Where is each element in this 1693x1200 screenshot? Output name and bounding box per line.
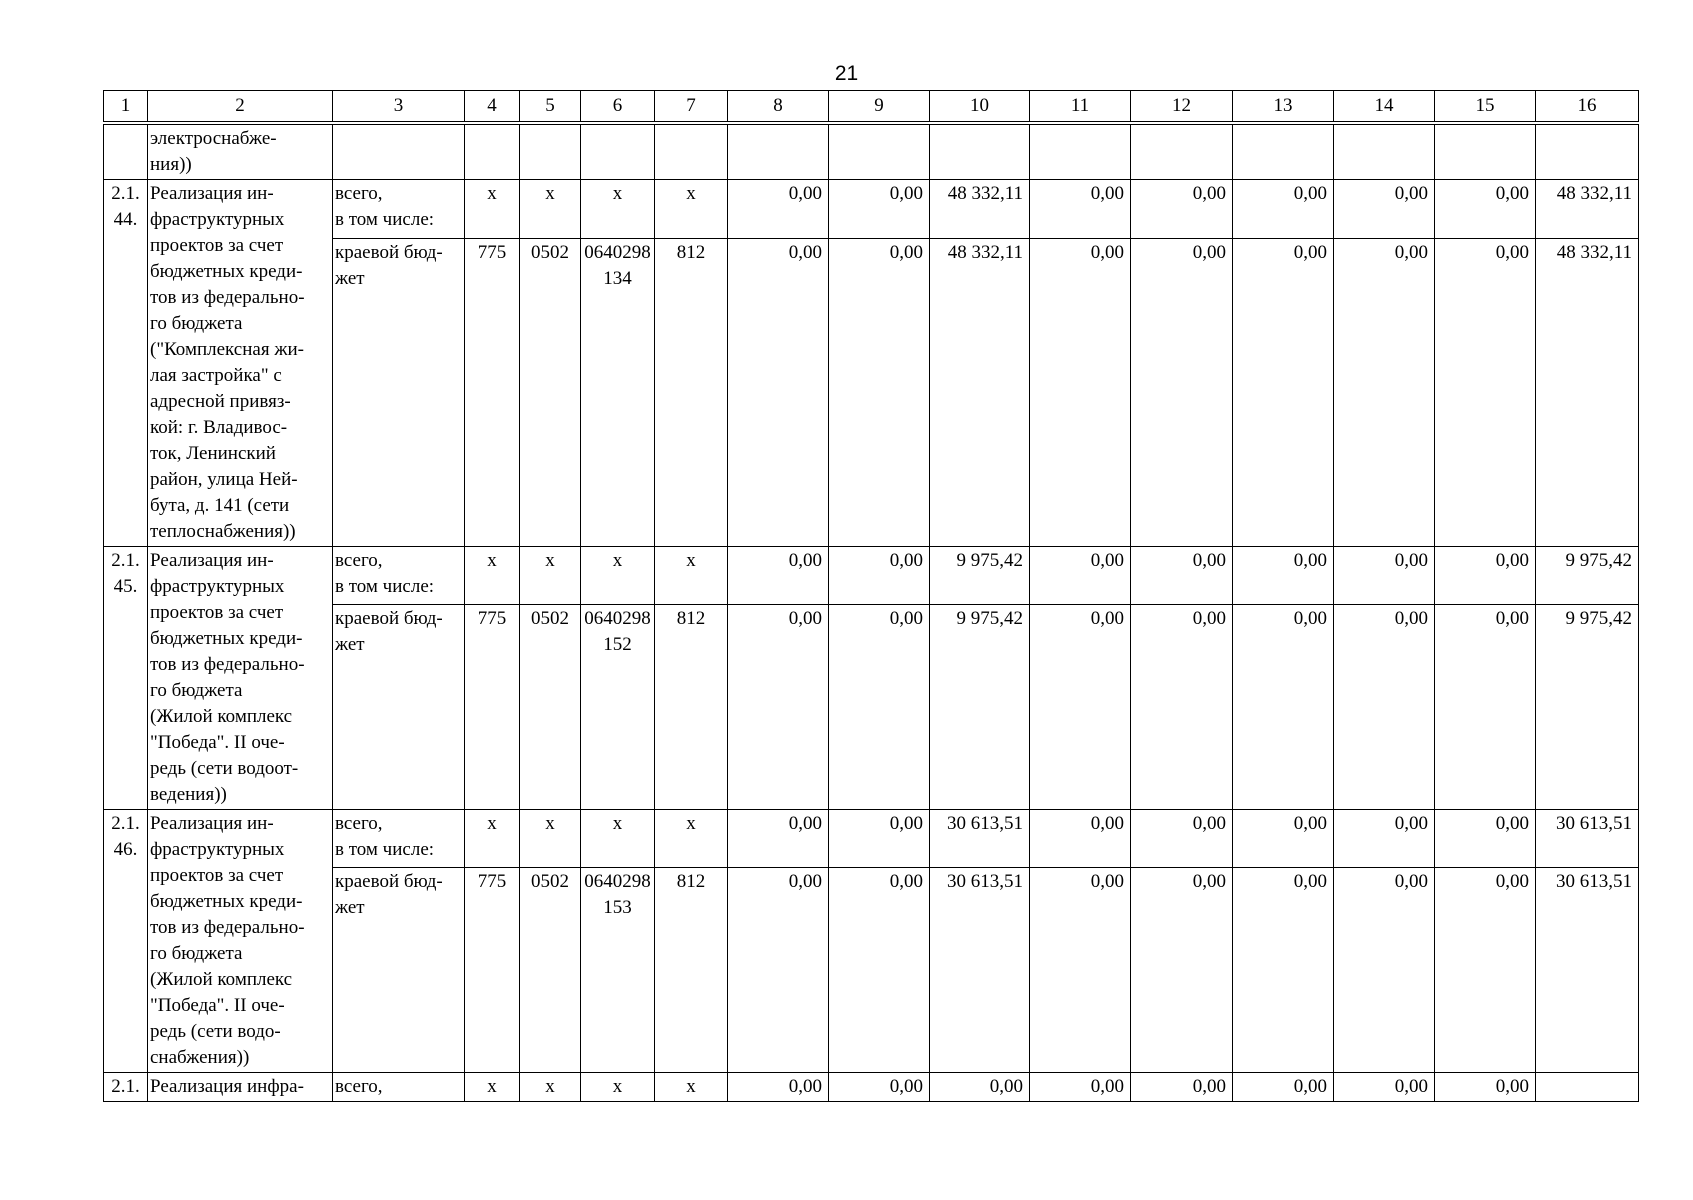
cell-amount: 0,00 [1435,605,1536,810]
cell-expense-type: х [655,547,728,605]
cell-amount: 0,00 [1334,547,1435,605]
cell-amount: 0,00 [1435,868,1536,1073]
column-header-8: 8 [728,91,829,124]
cell-amount: 0,00 [728,180,829,239]
table-row [104,868,1639,1073]
cell-amount: 0,00 [1435,1073,1536,1102]
cell-amount: 0,00 [1030,868,1131,1073]
table-row [104,1073,1639,1102]
cell-amount: 0,00 [728,810,829,868]
cell-item-number: 2.1. 44. [104,180,148,547]
cell-amount: 9 975,42 [1536,605,1639,810]
cell-amount: 0,00 [1131,605,1233,810]
cell-section: 0502 [520,868,581,1073]
cell-section: 0502 [520,238,581,546]
table-row [104,810,1639,868]
cell-amount [1536,1073,1639,1102]
column-header-3: 3 [333,91,465,124]
cell-funding-source: всего, [333,1073,465,1102]
cell-amount: 0,00 [1334,180,1435,239]
cell-amount: 0,00 [1334,810,1435,868]
cell-target-code: х [581,810,655,868]
cell-amount: 0,00 [1435,238,1536,546]
cell-amount: 48 332,11 [1536,238,1639,546]
cell-amount: 0,00 [1334,238,1435,546]
cell-amount: 0,00 [1131,810,1233,868]
cell-amount: 0,00 [1233,547,1334,605]
page-number: 21 [834,62,859,85]
cell-target-code: 0640298 153 [581,868,655,1073]
column-header-7: 7 [655,91,728,124]
cell-grbs: 775 [465,605,520,810]
cell-amount: 48 332,11 [930,180,1030,239]
column-header-5: 5 [520,91,581,124]
cell-section: х [520,180,581,239]
cell-amount: 0,00 [1030,180,1131,239]
column-header-11: 11 [1030,91,1131,124]
cell-name: электроснабже- ния)) [148,123,333,180]
cell-amount: 0,00 [1233,238,1334,546]
cell-amount: 0,00 [1435,180,1536,239]
cell-amount: 0,00 [930,1073,1030,1102]
cell-grbs: 775 [465,868,520,1073]
cell-expense-type: х [655,1073,728,1102]
cell-expense-type: 812 [655,605,728,810]
cell-amount: 0,00 [1435,547,1536,605]
cell-amount: 0,00 [728,1073,829,1102]
cell-amount: 0,00 [1131,1073,1233,1102]
cell-amount: 9 975,42 [1536,547,1639,605]
cell-item-number: 2.1. [104,1073,148,1102]
cell-section: х [520,810,581,868]
cell-funding-source: всего, в том числе: [333,810,465,868]
table-row [104,605,1639,810]
cell-target-code: 0640298 152 [581,605,655,810]
column-header-9: 9 [829,91,930,124]
cell-amount: 0,00 [1030,605,1131,810]
cell-amount: 0,00 [1233,180,1334,239]
cell-amount: 0,00 [829,238,930,546]
cell-amount: 0,00 [1435,810,1536,868]
cell-amount: 48 332,11 [1536,180,1639,239]
cell-amount: 0,00 [1233,1073,1334,1102]
cell-target-code: 0640298 134 [581,238,655,546]
cell-expense-type: х [655,180,728,239]
cell-target-code: х [581,547,655,605]
table-row [104,238,1639,546]
cell-item [104,123,148,180]
cell-amount: 0,00 [1233,605,1334,810]
cell-amount: 0,00 [1233,810,1334,868]
column-header-10: 10 [930,91,1030,124]
cell-grbs: 775 [465,238,520,546]
cell-amount: 0,00 [1131,238,1233,546]
cell-expense-type: 812 [655,238,728,546]
column-header-6: 6 [581,91,655,124]
cell-amount: 0,00 [1334,868,1435,1073]
cell-item-name: Реализация ин- фраструктурных проектов за счет бюджетных креди- тов из федерально- го бюджета (Жилой комплекс "Победа". II оче- редь (сети водоот- ведения)) [148,547,333,810]
table-row [104,180,1639,239]
column-header-16: 16 [1536,91,1639,124]
cell-amount: 0,00 [1030,1073,1131,1102]
table-row [104,547,1639,605]
cell-expense-type: 812 [655,868,728,1073]
cell-item-name: Реализация инфра- [148,1073,333,1102]
cell-amount: 30 613,51 [1536,810,1639,868]
column-header-14: 14 [1334,91,1435,124]
cell-grbs: х [465,547,520,605]
cell-amount: 0,00 [1334,1073,1435,1102]
cell-amount: 0,00 [728,547,829,605]
cell-amount: 0,00 [728,868,829,1073]
cell-amount: 0,00 [1334,605,1435,810]
cell-funding-source: краевой бюд- жет [333,868,465,1073]
continuation-row [104,123,1639,180]
cell-item-name: Реализация ин- фраструктурных проектов за счет бюджетных креди- тов из федерально- го бюджета ("Комплексная жи- лая застройка" с адресной привяз- кой: г. Владивос- ток, Ленинский район, улица Ней- бута, д. 141 (сети теплоснабжения)) [148,180,333,547]
cell-amount: 30 613,51 [930,868,1030,1073]
cell-section: х [520,1073,581,1102]
cell-amount: 0,00 [1030,238,1131,546]
column-header-4: 4 [465,91,520,124]
cell-grbs: х [465,180,520,239]
cell-target-code: х [581,1073,655,1102]
cell-amount: 30 613,51 [930,810,1030,868]
column-header-12: 12 [1131,91,1233,124]
cell-funding-source: всего, в том числе: [333,547,465,605]
cell-expense-type: х [655,810,728,868]
column-header-1: 1 [104,91,148,124]
cell-item-number: 2.1. 45. [104,547,148,810]
cell-amount: 0,00 [728,238,829,546]
cell-amount: 0,00 [728,605,829,810]
cell-funding-source: всего, в том числе: [333,180,465,239]
column-header-13: 13 [1233,91,1334,124]
cell-amount: 9 975,42 [930,605,1030,810]
column-header-2: 2 [148,91,333,124]
cell-amount: 0,00 [829,180,930,239]
cell-amount: 0,00 [829,810,930,868]
cell-amount: 30 613,51 [1536,868,1639,1073]
cell-amount: 0,00 [1030,547,1131,605]
cell-item-number: 2.1. 46. [104,810,148,1073]
budget-table [103,90,1639,1102]
cell-grbs: х [465,1073,520,1102]
cell-amount: 0,00 [829,547,930,605]
cell-amount: 0,00 [1131,180,1233,239]
header-row [104,91,1639,124]
column-header-15: 15 [1435,91,1536,124]
cell-section: 0502 [520,605,581,810]
cell-funding-source: краевой бюд- жет [333,605,465,810]
cell-amount: 0,00 [829,1073,930,1102]
cell-funding-source: краевой бюд- жет [333,238,465,546]
cell-amount: 0,00 [1131,547,1233,605]
cell-amount: 48 332,11 [930,238,1030,546]
cell-amount: 0,00 [1131,868,1233,1073]
cell-amount: 9 975,42 [930,547,1030,605]
cell-amount: 0,00 [1030,810,1131,868]
cell-grbs: х [465,810,520,868]
cell-section: х [520,547,581,605]
cell-amount: 0,00 [829,605,930,810]
cell-target-code: х [581,180,655,239]
cell-amount: 0,00 [1233,868,1334,1073]
cell-amount: 0,00 [829,868,930,1073]
cell-item-name: Реализация ин- фраструктурных проектов за счет бюджетных креди- тов из федерально- го бюджета (Жилой комплекс "Победа". II оче- редь (сети водо- снабжения)) [148,810,333,1073]
